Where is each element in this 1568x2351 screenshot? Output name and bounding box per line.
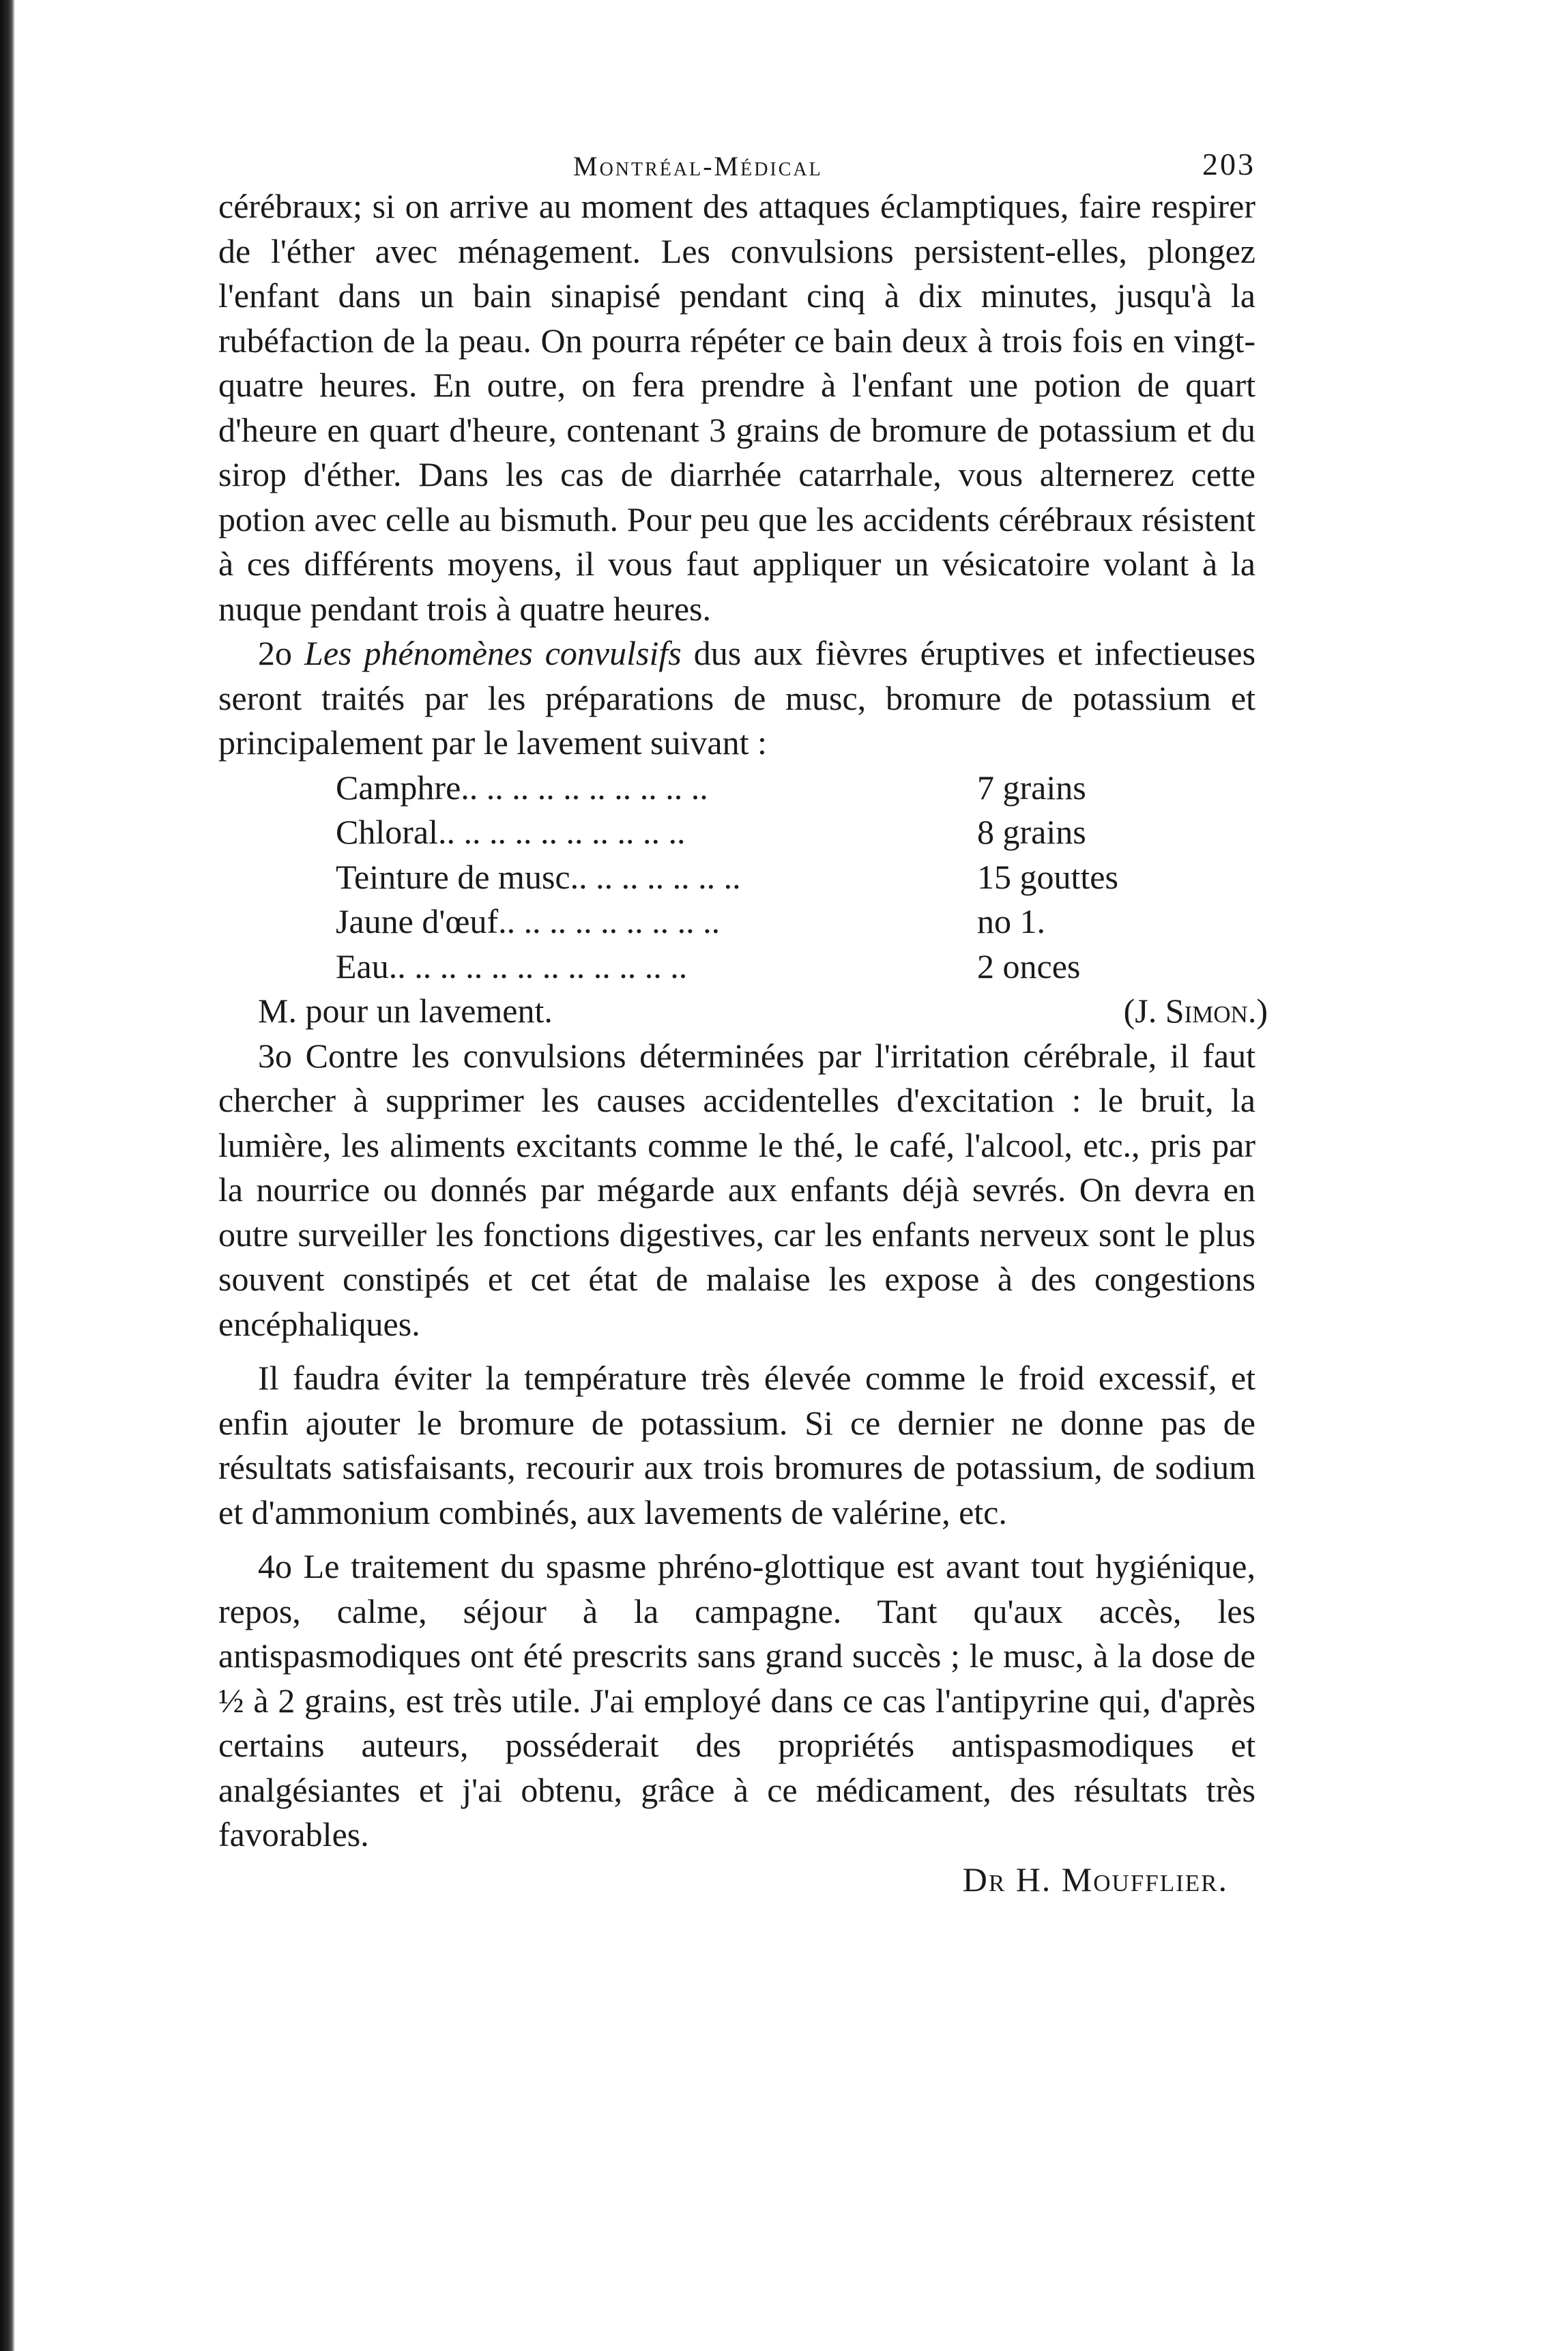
page-number: 203 (1202, 147, 1255, 182)
paragraph-2-italic: Les phénomènes convulsifs (304, 634, 682, 672)
recipe-ingredient: Camphre.. .. .. .. .. .. .. .. .. .. (336, 768, 708, 807)
paragraph-5: 4o Le traitement du spasme phréno-glottique est avant tout hygiénique, repos, calme, séjour à la campagne. Tant qu'aux accès, les antispasmodiques ont été prescrits sans grand succès ; le musc, à la dose de ½ à 2 grains, est très utile. J'ai employé dans ce cas l'antipyrine qui, d'après certains auteurs, posséderait des propriétés antispasmodiques et analgésiantes et j'ai obtenu, grâce à ce médicament, des résultats très favorables. (218, 1547, 1255, 1854)
recipe-row (336, 810, 1120, 855)
paragraph-1: cérébraux; si on arrive au moment des attaques éclamptiques, faire respirer de l'éther avec ménagement. Les convulsions persistent-elles, plongez l'enfant dans un bain sinapisé pendant cinq à dix minutes, jusqu'à la rubéfaction de la peau. On pourra répéter ce bain deux à trois fois en vingt-quatre heures. En outre, on fera prendre à l'enfant une potion de quart d'heure en quart d'heure, contenant 3 grains de bromure de potassium et du sirop d'éther. Dans les cas de diarrhée catarrhale, vous alternerez cette potion avec celle au bismuth. Pour peu que les accidents cérébraux résistent à ces différents moyens, il vous faut appliquer un vésicatoire volant à la nuque pendant trois à quatre heures. (218, 187, 1255, 628)
author-signature: Dr H. Moufflier. (962, 1860, 1228, 1899)
running-title: Montréal-Médical (573, 151, 823, 182)
paragraph-4: Il faudra éviter la température très élevée comme le froid excessif, et enfin ajouter le bromure de potassium. Si ce dernier ne donne pas de résultats satisfaisants, recourir aux trois bromures de potassium, de sodium et d'ammonium combinés, aux lavements de valérine, etc. (218, 1359, 1255, 1531)
paragraph-2-text: dus aux fièvres éruptives et infectieuses seront traités par les préparations de musc, bromure de potassium et principalement par le lavement suivant : (218, 634, 1256, 762)
recipe-ingredient: Teinture de musc.. .. .. .. .. .. .. (336, 857, 741, 896)
recipe-row (336, 766, 1120, 811)
recipe-row (336, 855, 1120, 900)
recipe-footer (258, 989, 1268, 1034)
recipe-quantity: no 1. (977, 902, 1045, 940)
page-header (218, 136, 1255, 184)
binding-edge (0, 0, 15, 2351)
recipe-source: (J. Simon.) (1123, 992, 1268, 1030)
recipe-list (336, 766, 1120, 990)
recipe-quantity: 2 onces (977, 947, 1081, 985)
recipe-ingredient: Jaune d'œuf.. .. .. .. .. .. .. .. .. (336, 902, 721, 940)
paragraph-2 (218, 631, 1255, 766)
recipe-ingredient: Chloral.. .. .. .. .. .. .. .. .. .. (336, 813, 686, 851)
recipe-instruction: M. pour un lavement. (258, 992, 553, 1030)
recipe-row (336, 899, 1120, 944)
recipe-row (336, 944, 1120, 990)
paragraph-2-number: 2o (258, 634, 292, 672)
recipe-quantity: 7 grains (977, 768, 1086, 807)
body-text (218, 184, 1268, 1902)
recipe-quantity: 15 gouttes (977, 857, 1118, 896)
recipe-ingredient: Eau.. .. .. .. .. .. .. .. .. .. .. .. (336, 947, 688, 985)
recipe-quantity: 8 grains (977, 813, 1086, 851)
document-page (218, 136, 1268, 1902)
paragraph-3: 3o Contre les convulsions déterminées par l'irritation cérébrale, il faut chercher à supprimer les causes accidentelles d'excitation : le bruit, la lumière, les aliments excitants comme le thé, le café, l'alcool, etc., pris par la nourrice ou donnés par mégarde aux enfants déjà sevrés. On devra en outre surveiller les fonctions digestives, car les enfants nerveux sont le plus souvent constipés et cet état de malaise les expose à des congestions encéphaliques. (218, 1036, 1255, 1343)
